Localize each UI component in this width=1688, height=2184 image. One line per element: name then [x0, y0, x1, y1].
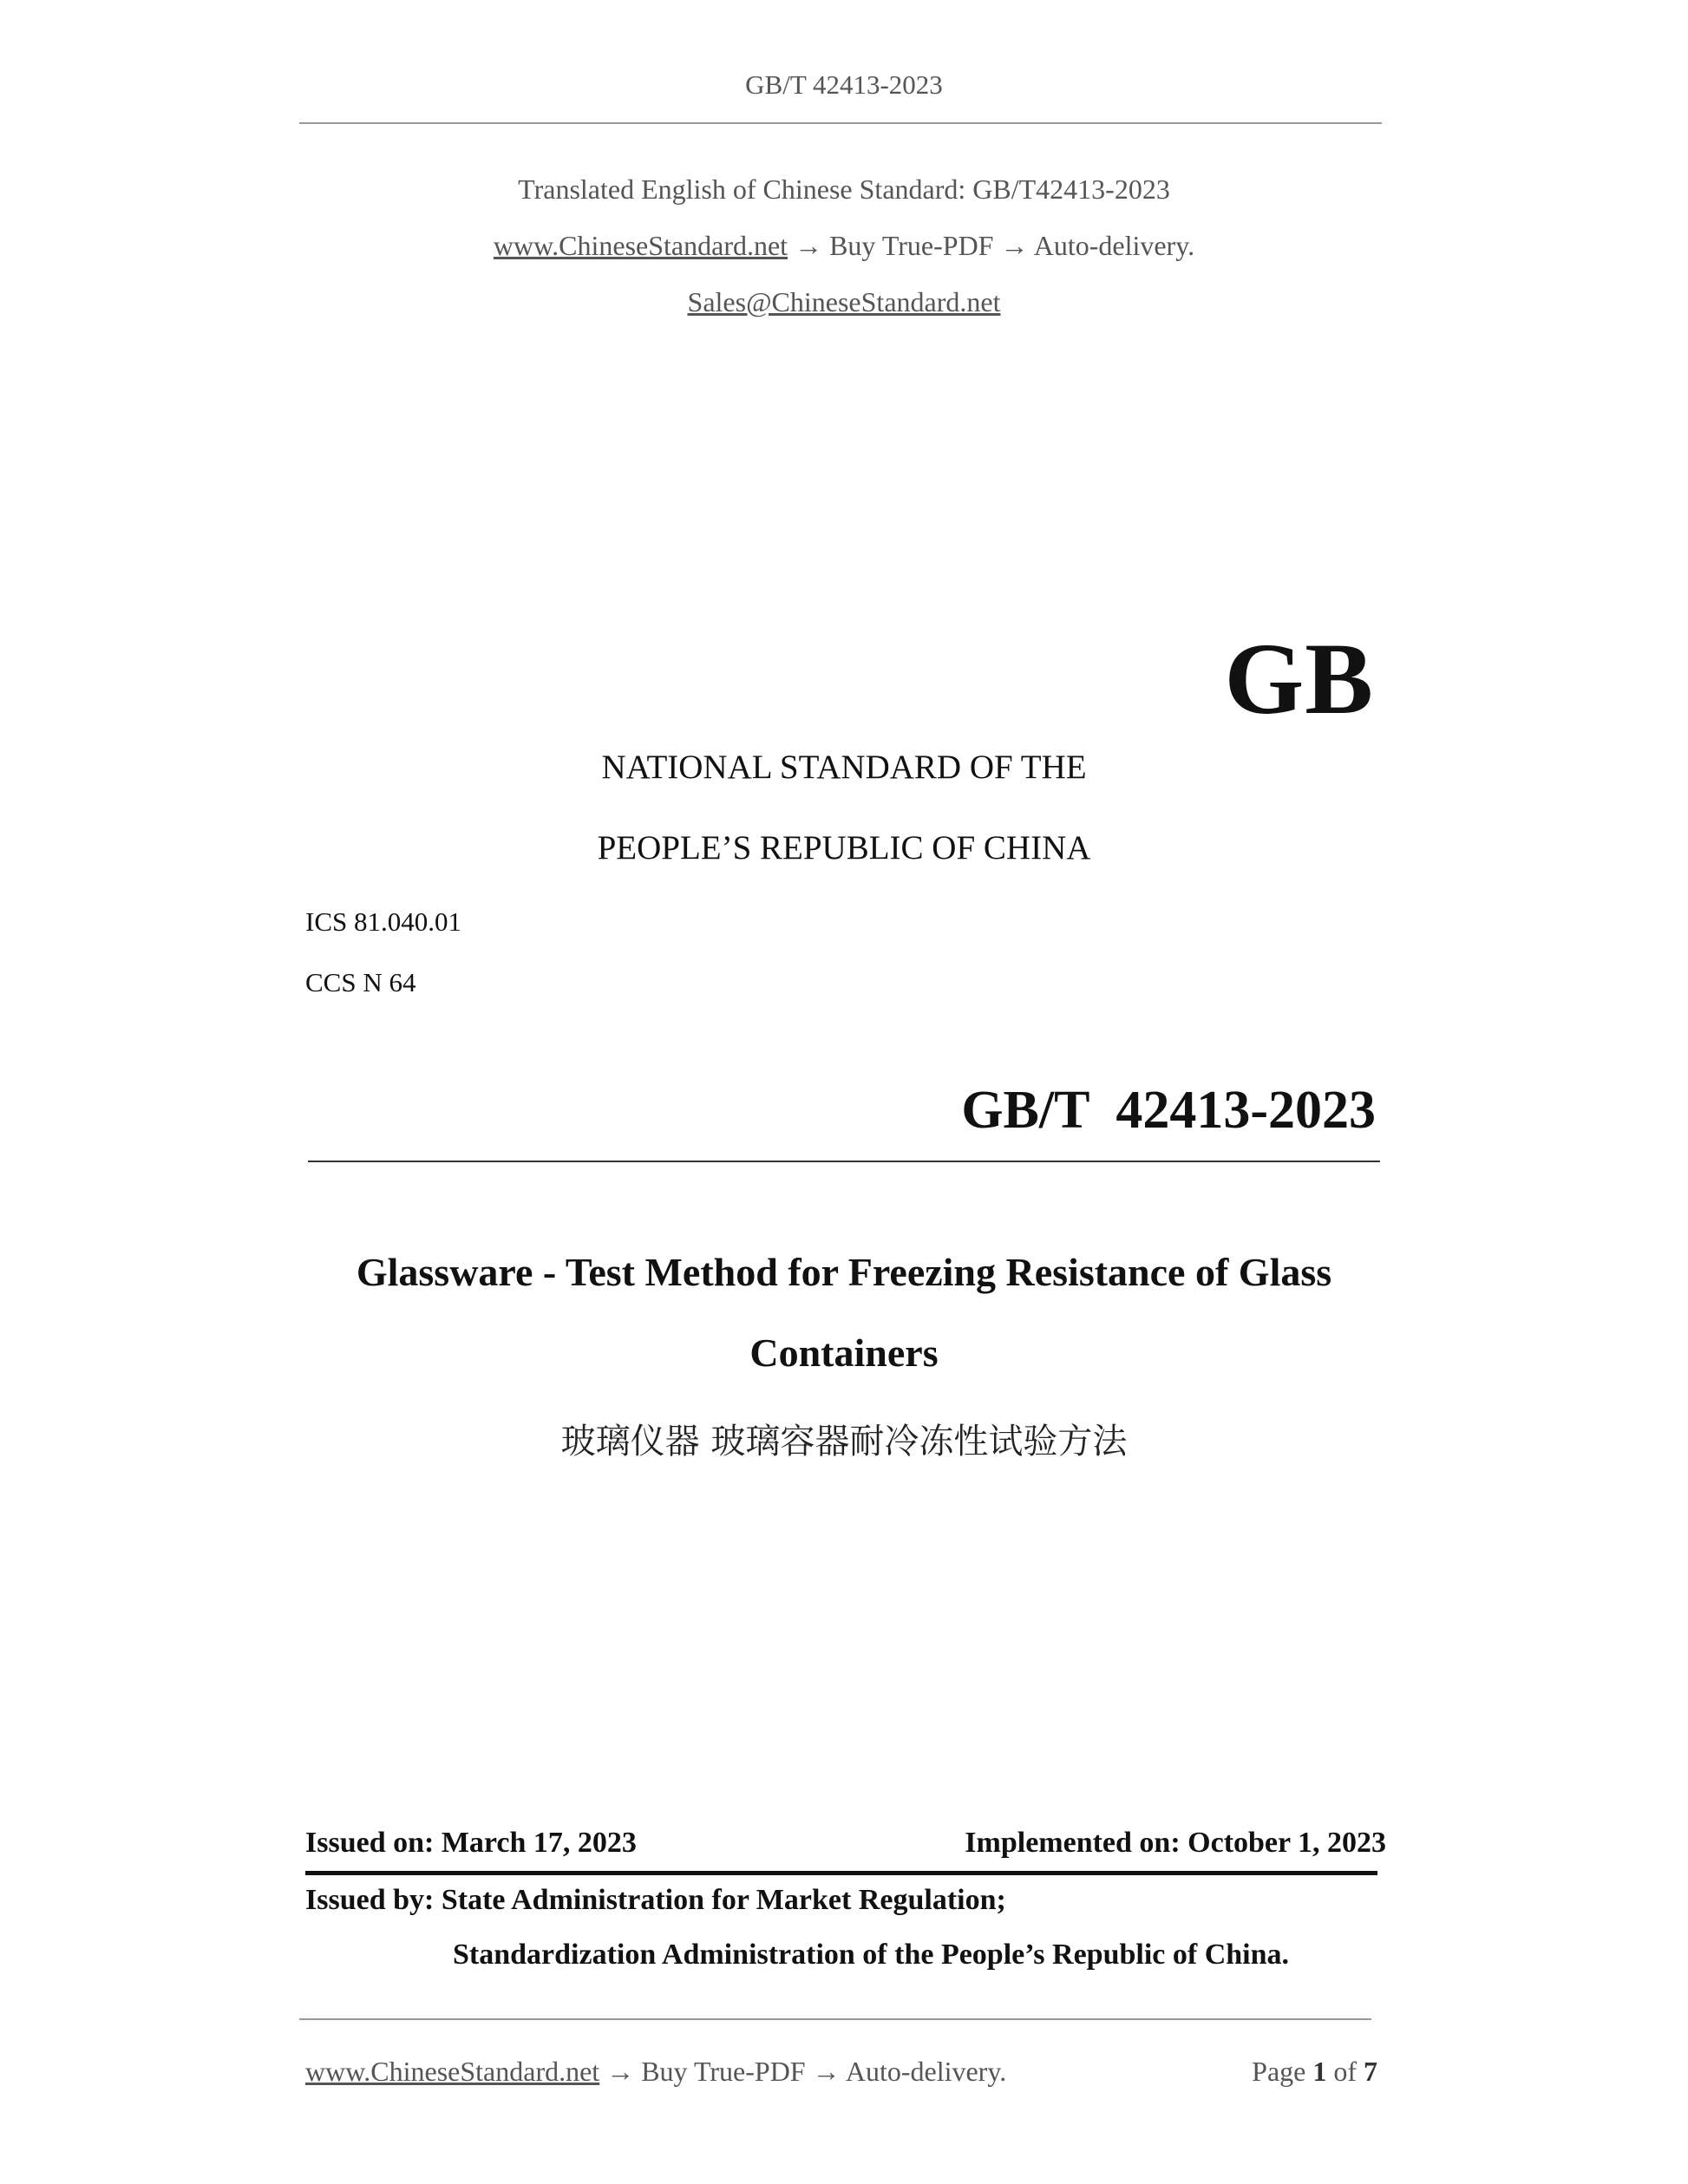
gb-logo: GB — [1224, 622, 1374, 736]
footer-site-link[interactable]: www.ChineseStandard.net — [305, 2056, 600, 2087]
standard-number-rule — [308, 1161, 1380, 1162]
promo-email-line — [0, 286, 1688, 318]
header-rule — [299, 122, 1382, 124]
page-total: 7 — [1364, 2056, 1377, 2087]
footer-promo — [305, 2056, 1006, 2088]
national-standard-line1: NATIONAL STANDARD OF THE — [601, 749, 1087, 786]
page-label: Page — [1252, 2056, 1306, 2087]
ics-code: ICS 81.040.01 — [305, 906, 461, 937]
buy-text: → Buy True-PDF → Auto-delivery. — [795, 230, 1195, 261]
page-of: of — [1333, 2056, 1357, 2087]
title-en-line1: Glassware - Test Method for Freezing Resistance of Glass — [356, 1250, 1332, 1294]
issuance-rule — [305, 1871, 1377, 1875]
national-standard-line2: PEOPLE’S REPUBLIC OF CHINA — [597, 829, 1091, 866]
title-en-line2: Containers — [749, 1331, 939, 1375]
footer-buy-text: → Buy True-PDF → Auto-delivery. — [606, 2056, 1007, 2087]
promo-title: Translated English of Chinese Standard: GB/T42413-2023 — [518, 173, 1170, 205]
page-current: 1 — [1312, 2056, 1327, 2087]
issued-by-continued: Standardization Administration of the People’s Republic of China. — [453, 1939, 1290, 1971]
issued-by: Issued by: State Administration for Market Regulation; — [305, 1884, 1006, 1916]
footer-rule — [299, 2018, 1371, 2020]
email-link[interactable]: Sales@ChineseStandard.net — [687, 286, 1001, 317]
site-link[interactable]: www.ChineseStandard.net — [493, 230, 788, 261]
page-indicator — [1252, 2056, 1377, 2088]
title-cn: 玻璃仪器 玻璃容器耐冷冻性试验方法 — [560, 1422, 1128, 1461]
ccs-code: CCS N 64 — [305, 967, 416, 997]
implemented-on: Implemented on: October 1, 2023 — [965, 1827, 1386, 1859]
running-header: GB/T 42413-2023 — [745, 69, 943, 100]
promo-buy-line — [0, 230, 1688, 262]
standard-number: GB/T 42413-2023 — [961, 1081, 1376, 1140]
issued-on: Issued on: March 17, 2023 — [305, 1827, 637, 1859]
